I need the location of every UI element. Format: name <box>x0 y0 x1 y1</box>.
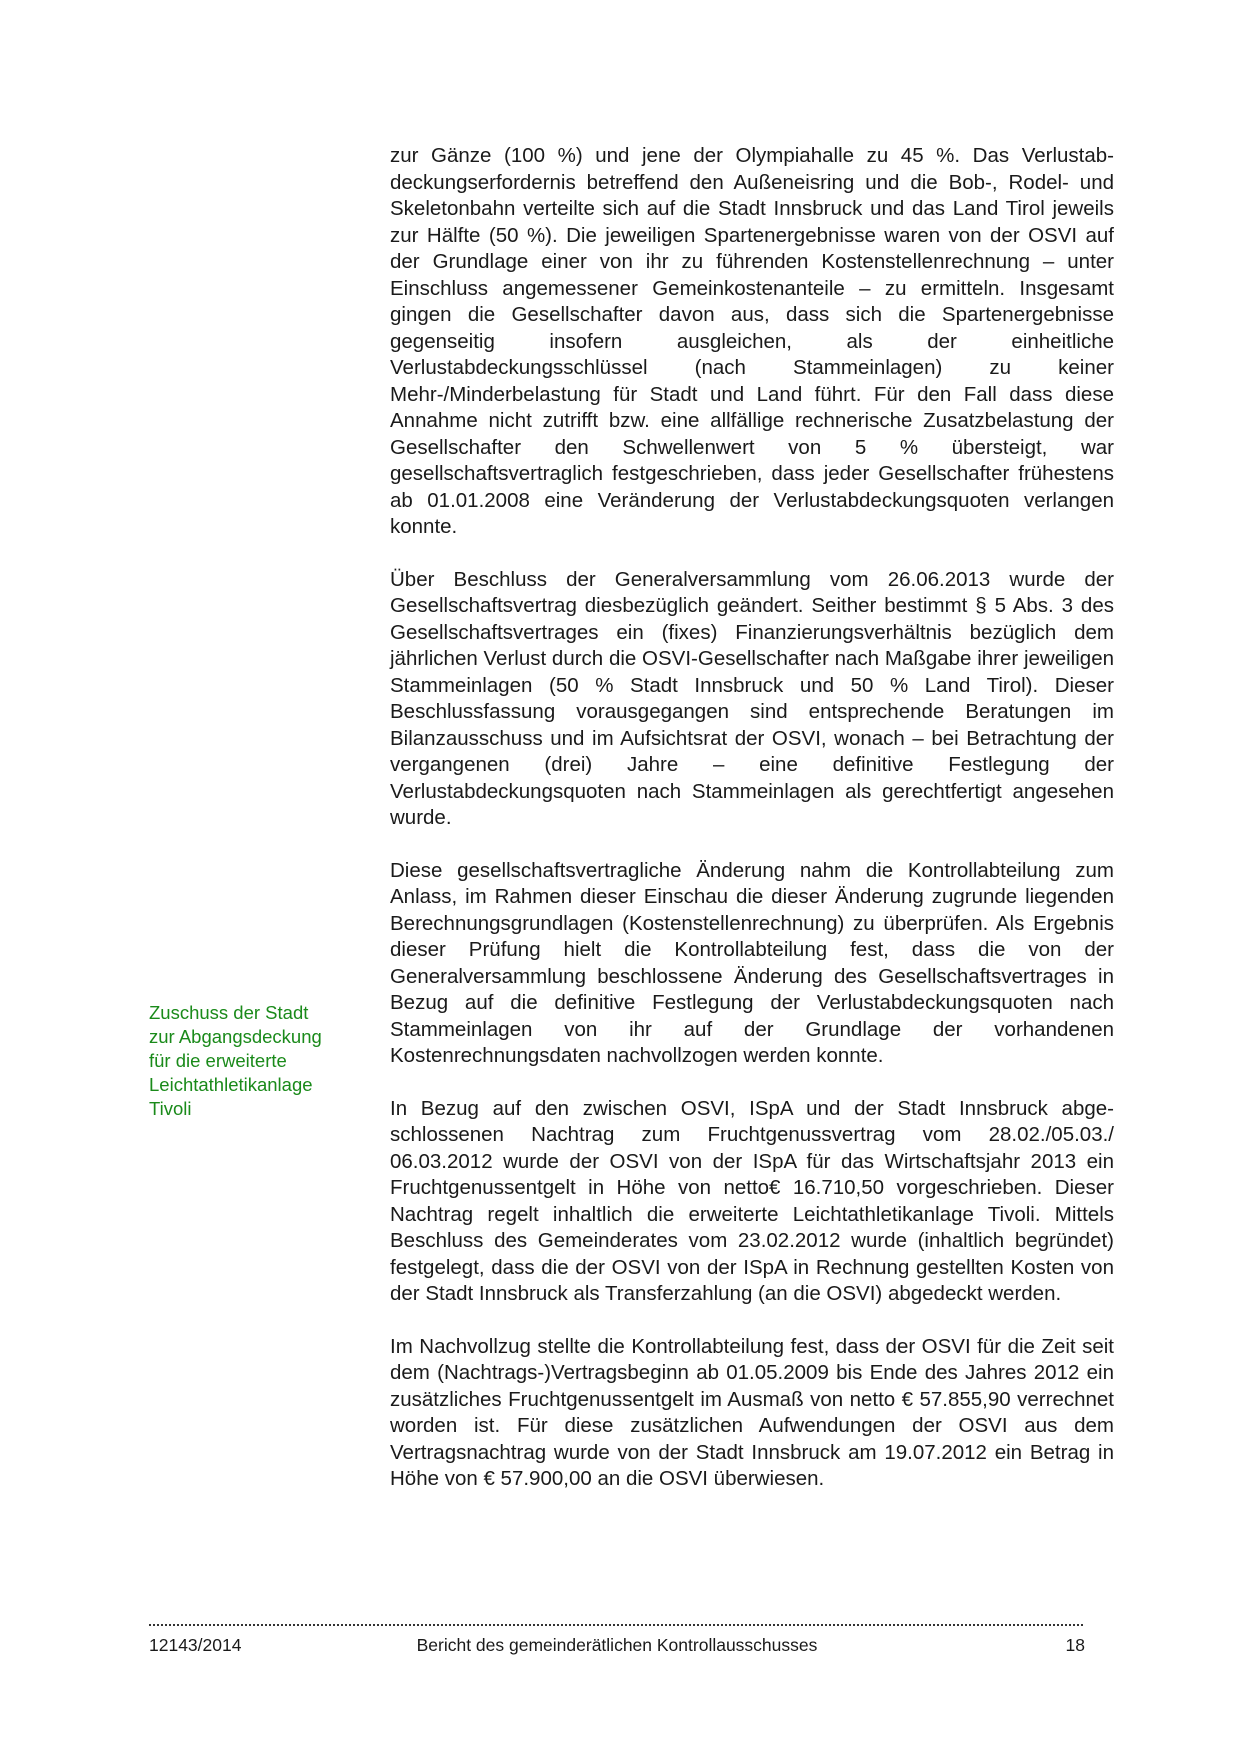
paragraph-generalversammlung: Über Beschluss der Generalversammlung vom 26.06.2013 wurde der Gesellschaftsvertrag diesbezüglich geändert. Seither bestimmt § 5 Abs. 3 des Gesellschaftsvertrages ein (fixes) Finanzierungsverhältnis bezüglich dem jährlichen Verlust durch die OSVI-Gesellschafter nach Maßgabe ihrer jeweiligen Stammeinlagen (50 % Stadt Innsbruck und 50 % Land Tirol). Dieser Beschlussfassung vorausgegangen sind entsprechende Beratungen im Bilanzausschuss und im Aufsichtsrat der OSVI, wonach – bei Betrachtung der vergangenen (drei) Jahre – eine definitive Festlegung der Verlustabdeckungsquoten nach Stammeinlagen als gerechtfertigt angesehen wurde. <box>390 567 1114 829</box>
main-text-column <box>390 143 1114 1519</box>
margin-note-line: Zuschuss der Stadt <box>149 1002 309 1023</box>
paragraph-nachvollzug: Im Nachvollzug stellte die Kontrollabteilung fest, dass der OSVI für die Zeit seit dem (Nachtrags-)Vertragsbeginn ab 01.05.2009 bis Ende des Jahres 2012 ein zusätzliches Fruchtgenussentgelt im Ausmaß von netto € 57.855,90 verrechnet worden ist. Für diese zusätzlichen Aufwendungen der OSVI aus dem Vertragsnachtrag wurde von der Stadt Innsbruck am 19.07.2012 ein Betrag in Höhe von € 57.900,00 an die OSVI überwiesen. <box>390 1334 1114 1490</box>
margin-note-line: für die erweiterte <box>149 1050 287 1071</box>
footer-divider <box>149 1624 1083 1626</box>
margin-note-zuschuss <box>149 1001 359 1121</box>
margin-note-line: Tivoli <box>149 1098 192 1119</box>
footer-page-number: 18 <box>1065 1635 1085 1655</box>
footer-report-title: Bericht des gemeinderätlichen Kontrollausschusses <box>416 1635 818 1655</box>
paragraph-fruchtgenussvertrag: In Bezug auf den zwischen OSVI, ISpA und der Stadt Innsbruck abgeschlossenen Nachtrag zum Fruchtgenussvertrag vom 28.02./05.03./ 06.03.2012 wurde der OSVI von der ISpA für das Wirtschaftsjahr 2013 ein Fruchtgenussentgelt in Höhe von netto€ 16.710,50 vorgeschrieben. Dieser Nachtrag regelt inhaltlich die erweiterte Leichtathletikanlage Tivoli. Mittels Beschluss des Gemeinderates vom 23.02.2012 wurde (inhaltlich begründet) festgelegt, dass die der OSVI von der ISpA in Rechnung gestellten Kosten von der Stadt Innsbruck als Transferzahlung (an die OSVI) abgedeckt werden. <box>390 1096 1114 1305</box>
margin-note-line: zur Abgangsdeckung <box>149 1026 322 1047</box>
paragraph-verlustabdeckung: zur Gänze (100 %) und jene der Olympiahalle zu 45 %. Das Verlustabdeckungserfordernis betreffend den Außeneisring und die Bob-, Rodel- und Skeletonbahn verteilte sich auf die Stadt Innsbruck und das Land Tirol jeweils zur Hälfte (50 %). Die jeweiligen Spartenergebnisse waren von der OSVI auf der Grundlage einer von ihr zu führenden Kostenstellenrechnung – unter Einschluss angemessener Gemeinkostenanteile – zu ermitteln. Insgesamt gingen die Gesellschafter davon aus, dass sich die Spartenergebnisse gegenseitig insofern ausgleichen, als der einheitliche Verlustabdeckungsschlüssel (nach Stammeinlagen) zu keiner Mehr-/Minderbelastung für Stadt und Land führt. Für den Fall dass diese Annahme nicht zutrifft bzw. eine allfällige rechnerische Zusatzbelastung der Gesellschafter den Schwellenwert von 5 % übersteigt, war gesellschaftsvertraglich festgeschrieben, dass jeder Gesellschafter frühestens ab 01.01.2008 eine Veränderung der Verlustabdeckungsquoten verlangen konnte. <box>390 144 1114 538</box>
paragraph-kontrollabteilung-pruefung: Diese gesellschaftsvertragliche Änderung nahm die Kontrollabteilung zum Anlass, im Rahmen dieser Einschau die dieser Änderung zugrunde liegenden Berechnungsgrundlagen (Kostenstellenrechnung) zu überprüfen. Als Ergebnis dieser Prüfung hielt die Kontrollabteilung fest, dass die von der Generalversammlung beschlossene Änderung des Gesellschaftsvertrages in Bezug auf die definitive Festlegung der Verlustabdeckungsquoten nach Stammeinlagen von ihr auf der Grundlage der vorhandenen Kostenrechnungsdaten nachvollzogen werden konnte. <box>390 858 1114 1067</box>
margin-note-line: Leichtathletikanlage <box>149 1074 313 1095</box>
footer-document-number: 12143/2014 <box>149 1635 242 1655</box>
